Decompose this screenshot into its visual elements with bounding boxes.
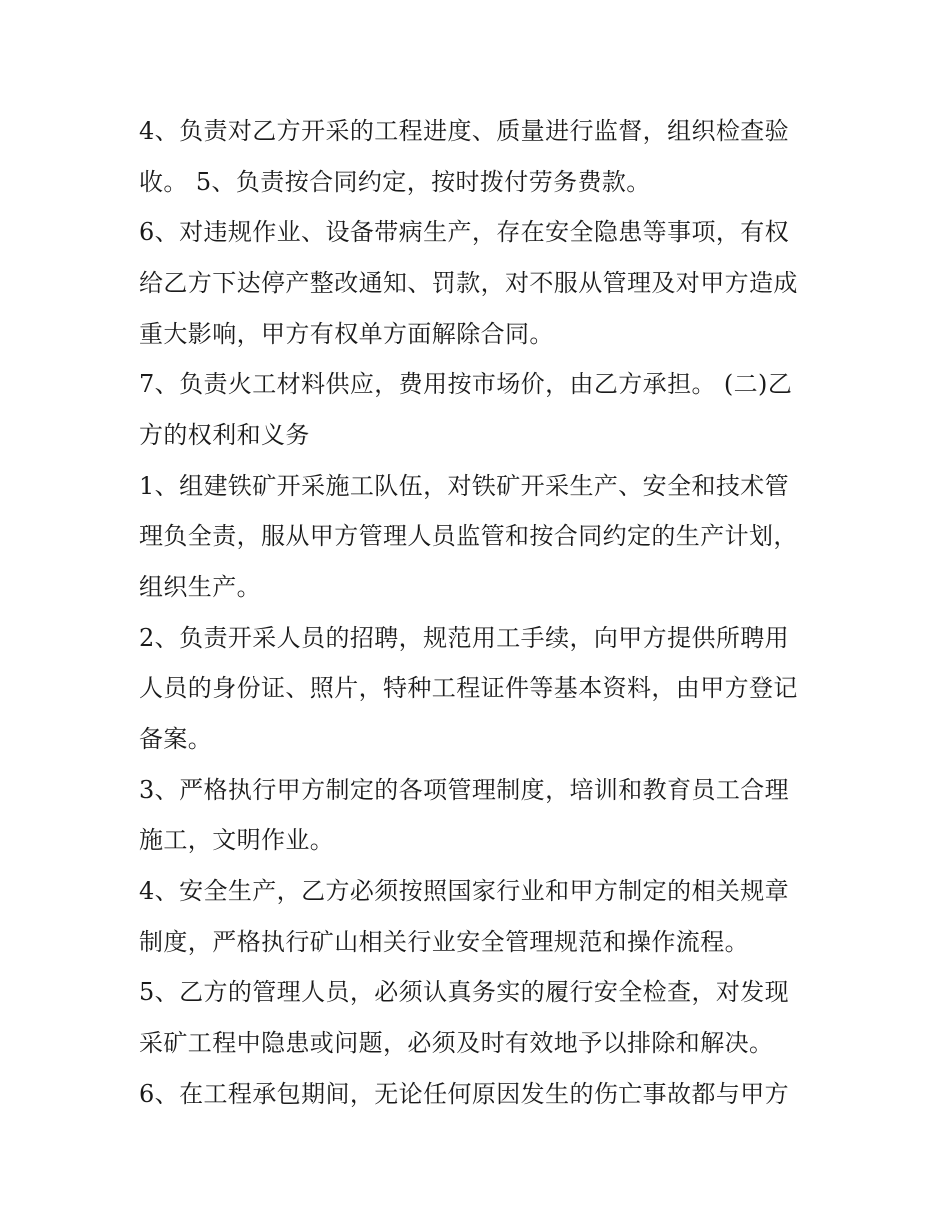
text-line: 重大影响，甲方有权单方面解除合同。 [139, 320, 554, 348]
text-line: 人员的身份证、照片，特种工程证件等基本资料，由甲方登记 [139, 674, 798, 702]
text-line: 组织生产。 [139, 573, 261, 601]
text-line: 施工，文明作业。 [139, 826, 335, 854]
text-line: 收。 5、负责按合同约定，按时拨付劳务费款。 [139, 168, 651, 196]
text-line: 给乙方下达停产整改通知、罚款，对不服从管理及对甲方造成 [139, 269, 798, 297]
text-line: 4、负责对乙方开采的工程进度、质量进行监督，组织检查验 [139, 117, 790, 145]
text-line: 3、严格执行甲方制定的各项管理制度，培训和教育员工合理 [139, 776, 790, 804]
text-line: 备案。 [139, 725, 213, 753]
text-line: 7、负责火工材料供应，费用按市场价，由乙方承担。 (二)乙 [139, 370, 793, 398]
text-line: 2、负责开采人员的招聘，规范用工手续，向甲方提供所聘用 [139, 624, 790, 652]
text-line: 方的权利和义务 [139, 421, 310, 449]
text-line: 1、组建铁矿开采施工队伍，对铁矿开采生产、安全和技术管 [139, 472, 790, 500]
text-line: 制度，严格执行矿山相关行业安全管理规范和操作流程。 [139, 928, 749, 956]
text-line: 5、乙方的管理人员，必须认真务实的履行安全检查，对发现 [139, 978, 790, 1006]
text-line: 理负全责，服从甲方管理人员监管和按合同约定的生产计划， [139, 522, 798, 550]
text-line: 4、安全生产，乙方必须按照国家行业和甲方制定的相关规章 [139, 877, 790, 905]
text-line: 6、在工程承包期间，无论任何原因发生的伤亡事故都与甲方 [139, 1080, 790, 1108]
text-line: 6、对违规作业、设备带病生产，存在安全隐患等事项，有权 [139, 218, 790, 246]
text-line: 采矿工程中隐患或问题，必须及时有效地予以排除和解决。 [139, 1029, 774, 1057]
